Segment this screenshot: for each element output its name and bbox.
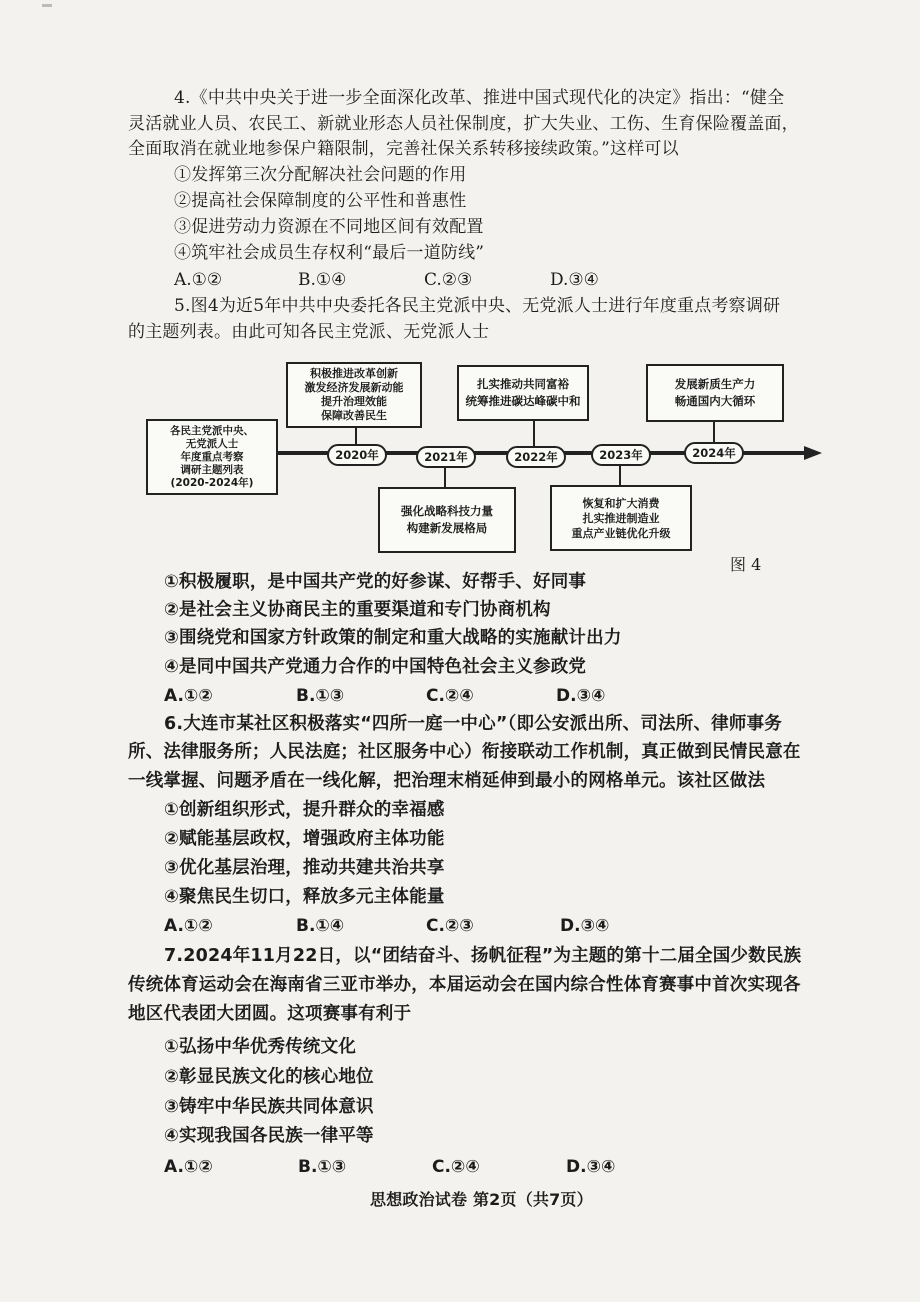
year-2023: 2023年: [591, 444, 651, 466]
timeline-origin-box: [146, 419, 278, 495]
q6-item-1: ①创新组织形式，提升群众的幸福感: [164, 800, 445, 820]
q6-option-d[interactable]: D.③④: [560, 916, 610, 936]
q4-option-c[interactable]: C.②③: [424, 270, 473, 290]
year-2020: 2020年: [327, 444, 387, 466]
q6-option-a[interactable]: A.①②: [164, 916, 213, 936]
topic-2022-text: 扎实推动共同富裕 统筹推进碳达峰碳中和: [465, 377, 581, 408]
q6-item-2: ②赋能基层政权，增强政府主体功能: [164, 829, 445, 849]
q5-item-1: ①积极履职，是中国共产党的好参谋、好帮手、好同事: [164, 572, 587, 592]
q4-item-2: ②提高社会保障制度的公平性和普惠性: [174, 191, 467, 211]
q6-item-3: ③优化基层治理，推动共建共治共享: [164, 858, 445, 878]
q7-option-d[interactable]: D.③④: [566, 1157, 616, 1177]
q5-item-2: ②是社会主义协商民主的重要渠道和专门协商机构: [164, 600, 551, 620]
figure-caption: 图 4: [730, 555, 762, 574]
q5-option-d[interactable]: D.③④: [556, 686, 606, 706]
q5-option-c[interactable]: C.②④: [426, 686, 474, 706]
q4-item-1: ①发挥第三次分配解决社会问题的作用: [174, 165, 467, 185]
q5-stem-line-2: 的主题列表。由此可知各民主党派、无党派人士: [128, 322, 490, 342]
q7-stem-line-1: 7.2024年11月22日，以“团结奋斗、扬帆征程”为主题的第十二届全国少数民族: [164, 946, 802, 966]
q7-option-c[interactable]: C.②④: [432, 1157, 480, 1177]
topic-box-2024: [646, 364, 784, 422]
connector-2022: [533, 420, 535, 446]
topic-box-2020: [286, 362, 422, 428]
year-2021: 2021年: [416, 446, 476, 468]
q6-stem-line-3: 一线掌握、问题矛盾在一线化解，把治理末梢延伸到最小的网格单元。该社区做法: [128, 771, 766, 791]
q7-item-4: ④实现我国各民族一律平等: [164, 1126, 374, 1146]
topic-2024-text: 发展新质生产力 畅通国内大循环: [674, 377, 756, 408]
connector-2023: [619, 464, 621, 486]
q4-stem-line-3: 全面取消在就业地参保户籍限制，完善社保关系转移接续政策。”这样可以: [128, 139, 679, 159]
timeline-origin-text: 各民主党派中央、 无党派人士 年度重点考察 调研主题列表 (2020-2024年): [170, 424, 254, 489]
timeline-arrow-icon: [804, 446, 822, 460]
q4-item-3: ③促进劳动力资源在不同地区间有效配置: [174, 217, 484, 237]
q5-option-b[interactable]: B.①③: [296, 686, 345, 706]
topic-box-2022: [457, 365, 589, 421]
connector-2020: [355, 425, 357, 445]
q7-option-b[interactable]: B.①③: [298, 1157, 347, 1177]
q4-option-d[interactable]: D.③④: [550, 270, 599, 290]
q4-stem-line-1: 4.《中共中央关于进一步全面深化改革、推进中国式现代化的决定》指出：“健全: [174, 88, 785, 108]
q6-option-b[interactable]: B.①④: [296, 916, 345, 936]
q4-item-4: ④筑牢社会成员生存权利“最后一道防线”: [174, 243, 485, 263]
q6-stem-line-1: 6.大连市某社区积极落实“四所一庭一中心”（即公安派出所、司法所、律师事务: [164, 714, 782, 734]
q7-item-1: ①弘扬中华优秀传统文化: [164, 1037, 357, 1057]
q5-item-4: ④是同中国共产党通力合作的中国特色社会主义参政党: [164, 657, 587, 677]
topic-box-2023: [550, 485, 692, 551]
q5-option-a[interactable]: A.①②: [164, 686, 213, 706]
year-2022: 2022年: [506, 446, 566, 468]
q4-option-a[interactable]: A.①②: [174, 270, 223, 290]
q7-item-3: ③铸牢中华民族共同体意识: [164, 1097, 374, 1117]
q7-stem-line-3: 地区代表团大团圆。这项赛事有利于: [128, 1004, 412, 1024]
topic-2021-text: 强化战略科技力量 构建新发展格局: [401, 504, 493, 535]
q6-item-4: ④聚焦民生切口，释放多元主体能量: [164, 887, 445, 907]
topic-2023-text: 恢复和扩大消费 扎实推进制造业 重点产业链优化升级: [571, 496, 671, 540]
topic-box-2021: [378, 487, 516, 553]
year-2024: 2024年: [684, 442, 744, 464]
page-footer: 思想政治试卷 第2页（共7页）: [370, 1190, 593, 1209]
q6-option-c[interactable]: C.②③: [426, 916, 474, 936]
q4-stem-line-2: 灵活就业人员、农民工、新就业形态人员社保制度，扩大失业、工伤、生育保险覆盖面，: [128, 114, 799, 134]
q4-option-b[interactable]: B.①④: [298, 270, 347, 290]
topic-2020-text: 积极推进改革创新 激发经济发展新动能 提升治理效能 保障改善民生: [304, 367, 404, 422]
connector-2024: [713, 420, 715, 444]
q5-stem-line-1: 5.图4为近5年中共中央委托各民主党派中央、无党派人士进行年度重点考察调研: [174, 296, 781, 316]
q7-item-2: ②彰显民族文化的核心地位: [164, 1067, 374, 1087]
scan-mark: [42, 4, 52, 7]
q6-stem-line-2: 所、法律服务所；人民法庭；社区服务中心）衔接联动工作机制，真正做到民情民意在: [128, 742, 801, 762]
q7-option-a[interactable]: A.①②: [164, 1157, 213, 1177]
q7-stem-line-2: 传统体育运动会在海南省三亚市举办，本届运动会在国内综合性体育赛事中首次实现各: [128, 975, 801, 995]
q5-item-3: ③围绕党和国家方针政策的制定和重大战略的实施献计出力: [164, 628, 622, 648]
